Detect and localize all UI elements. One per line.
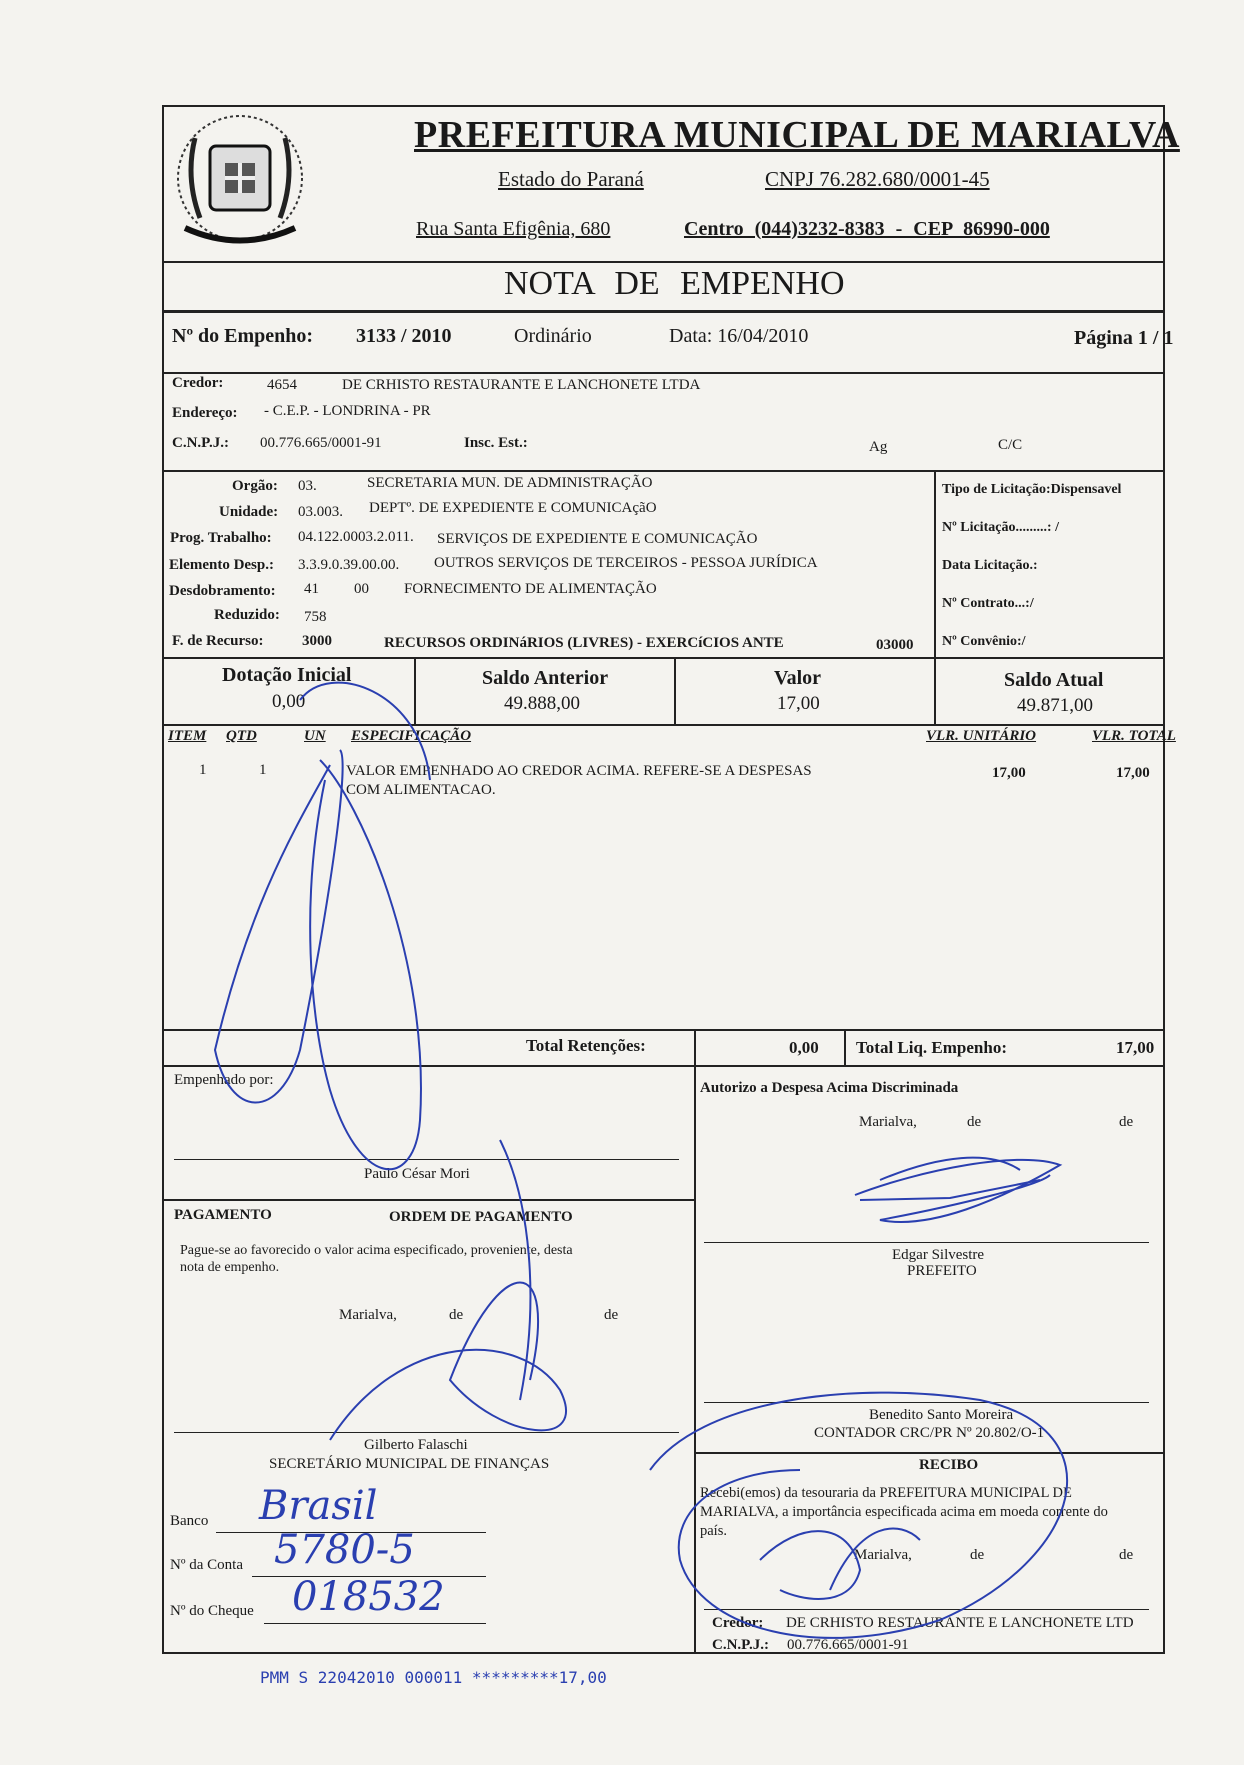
empenhado-label: Empenhado por:: [174, 1072, 274, 1088]
account-label: C/C: [998, 437, 1023, 453]
autorizo-text: Autorizo a Despesa Acima Discriminada: [700, 1080, 959, 1096]
elemento-name: OUTROS SERVIÇOS DE TERCEIROS - PESSOA JURÍDICA: [434, 555, 818, 571]
recibo-cnpj-label: C.N.P.J.:: [712, 1637, 769, 1653]
recibo-de2: de: [1119, 1547, 1134, 1563]
recurso-code: 3000: [302, 633, 332, 649]
liquido-label: Total Liq. Empenho:: [856, 1038, 1007, 1057]
elemento-label: Elemento Desp.:: [169, 557, 274, 573]
row-qtd: 1: [259, 762, 267, 778]
pagamento-de1: de: [449, 1307, 464, 1323]
municipality-cnpj: CNPJ 76.282.680/0001-45: [765, 167, 990, 191]
secretario-role: SECRETÁRIO MUNICIPAL DE FINANÇAS: [269, 1456, 550, 1472]
saldo-anterior-value: 49.888,00: [504, 693, 580, 714]
banco-label: Banco: [170, 1513, 209, 1529]
contador-role: CONTADOR CRC/PR Nº 20.802/O-1: [814, 1425, 1045, 1441]
credor-label: Credor:: [172, 375, 224, 391]
row-unit-price: 17,00: [992, 765, 1026, 781]
cheque-value: 018532: [292, 1574, 445, 1620]
autorizo-city: Marialva,: [859, 1114, 917, 1130]
bank-authentication-stamp: PMM S 22042010 000011 *********17,00: [260, 1668, 607, 1687]
programa-code: 04.122.0003.2.011.: [298, 529, 414, 545]
saldo-atual-value: 49.871,00: [1017, 695, 1093, 716]
liquido-value: 17,00: [1116, 1038, 1155, 1057]
address-district: Centro (044)3232-8383 - CEP 86990-000: [684, 218, 1050, 240]
credor-address: - C.E.P. - LONDRINA - PR: [264, 403, 431, 419]
address-label: Endereço:: [172, 405, 238, 421]
unidade-code: 03.003.: [298, 504, 343, 520]
address-street: Rua Santa Efigênia, 680: [416, 218, 611, 240]
total-price-header: VLR. TOTAL: [1092, 728, 1176, 744]
programa-name: SERVIÇOS DE EXPEDIENTE E COMUNICAÇÃO: [437, 531, 758, 547]
pagamento-city: Marialva,: [339, 1307, 397, 1323]
reduzido-value: 758: [304, 609, 327, 625]
convenio-numero: Nº Convênio:/: [942, 634, 1026, 649]
empenho-type: Ordinário: [514, 325, 592, 347]
credor-name: DE CRHISTO RESTAURANTE E LANCHONETE LTDA: [342, 377, 701, 393]
desdobramento-code: 41: [304, 581, 319, 597]
document-title: NOTA DE EMPENHO: [504, 265, 845, 302]
recurso-ref: 03000: [876, 637, 914, 653]
pagamento-de2: de: [604, 1307, 619, 1323]
autorizo-de1: de: [967, 1114, 982, 1130]
contrato-numero: Nº Contrato...:/: [942, 596, 1034, 611]
empenho-date: Data: 16/04/2010: [669, 325, 809, 347]
contador-name: Benedito Santo Moreira: [869, 1407, 1014, 1423]
qtd-header: QTD: [226, 728, 257, 744]
autorizo-de2: de: [1119, 1114, 1134, 1130]
cheque-label: Nº do Cheque: [170, 1603, 254, 1619]
valor-label: Valor: [774, 667, 822, 689]
prefeito-name: Edgar Silvestre: [892, 1247, 985, 1263]
nota-empenho-form: [162, 105, 1180, 1654]
row-spec-line1: VALOR EMPENHADO AO CREDOR ACIMA. REFERE-SE A DESPESAS: [346, 763, 812, 779]
licitacao-data: Data Licitação.:: [942, 558, 1038, 573]
desdobramento-sub: 00: [354, 581, 369, 597]
recurso-name: RECURSOS ORDINáRIOS (LIVRES) - EXERCíCIOS ANTE: [384, 635, 784, 651]
saldo-anterior-label: Saldo Anterior: [482, 667, 609, 689]
dotacao-inicial-label: Dotação Inicial: [222, 664, 352, 686]
unidade-label: Unidade:: [219, 504, 279, 520]
recibo-cnpj: 00.776.665/0001-91: [787, 1637, 909, 1653]
credor-cnpj: 00.776.665/0001-91: [260, 435, 382, 451]
recibo-credor-label: Credor:: [712, 1615, 764, 1631]
municipality-title: PREFEITURA MUNICIPAL DE MARIALVA: [414, 114, 1180, 156]
desdobramento-label: Desdobramento:: [169, 583, 276, 599]
recibo-text-2: MARIALVA, a importância especificada acima em moeda corrente do: [700, 1504, 1108, 1520]
retencoes-label: Total Retenções:: [526, 1036, 646, 1055]
orgao-label: Orgão:: [232, 478, 278, 494]
conta-value: 5780-5: [274, 1527, 415, 1573]
ordem-pagamento-title: ORDEM DE PAGAMENTO: [389, 1209, 573, 1225]
recibo-title: RECIBO: [919, 1457, 979, 1473]
banco-value: Brasil: [259, 1483, 378, 1529]
recibo-text-1: Recebi(emos) da tesouraria da PREFEITURA MUNICIPAL DE: [700, 1485, 1072, 1501]
prefeito-role: PREFEITO: [907, 1263, 977, 1279]
recibo-city: Marialva,: [854, 1547, 912, 1563]
recibo-text-3: país.: [700, 1523, 727, 1539]
conta-label: Nº da Conta: [170, 1557, 243, 1573]
credor-code: 4654: [267, 377, 297, 393]
licitacao-numero: Nº Licitação.........: /: [942, 520, 1059, 535]
recurso-label: F. de Recurso:: [172, 633, 264, 649]
recibo-credor-name: DE CRHISTO RESTAURANTE E LANCHONETE LTD: [786, 1615, 1134, 1631]
row-total-price: 17,00: [1116, 765, 1150, 781]
dotacao-inicial-value: 0,00: [272, 691, 306, 712]
pagamento-text-2: nota de empenho.: [180, 1260, 280, 1275]
agency-label: Ag: [869, 439, 888, 455]
licitacao-tipo: Tipo de Licitação:Dispensavel: [942, 482, 1122, 497]
recibo-de1: de: [970, 1547, 985, 1563]
orgao-code: 03.: [298, 478, 317, 494]
empenhado-name: Paulo César Mori: [364, 1166, 470, 1182]
saldo-atual-label: Saldo Atual: [1004, 669, 1104, 691]
reduzido-label: Reduzido:: [214, 607, 280, 623]
programa-label: Prog. Trabalho:: [170, 530, 272, 546]
unidade-name: DEPTº. DE EXPEDIENTE E COMUNICAçãO: [369, 500, 657, 516]
row-item: 1: [199, 762, 207, 778]
cnpj-label: C.N.P.J.:: [172, 435, 229, 451]
pagamento-text-1: Pague-se ao favorecido o valor acima especificado, proveniente, desta: [180, 1243, 573, 1258]
spec-header: ESPECIFICAÇÃO: [351, 728, 472, 744]
page-indicator: Página 1 / 1: [1074, 327, 1174, 349]
orgao-name: SECRETARIA MUN. DE ADMINISTRAÇÃO: [367, 475, 653, 491]
empenho-number-label: Nº do Empenho:: [172, 325, 314, 347]
secretario-name: Gilberto Falaschi: [364, 1437, 468, 1453]
item-header: ITEM: [168, 728, 207, 744]
pagamento-title: PAGAMENTO: [174, 1207, 272, 1223]
row-spec-line2: COM ALIMENTACAO.: [346, 782, 496, 798]
unit-price-header: VLR. UNITÁRIO: [926, 728, 1037, 744]
retencoes-value: 0,00: [789, 1038, 819, 1057]
insc-est-label: Insc. Est.:: [464, 435, 528, 451]
state-label: Estado do Paraná: [498, 167, 644, 191]
elemento-code: 3.3.9.0.39.00.00.: [298, 557, 400, 573]
un-header: UN: [304, 728, 326, 744]
desdobramento-name: FORNECIMENTO DE ALIMENTAÇÃO: [404, 581, 657, 597]
valor-value: 17,00: [777, 693, 820, 714]
empenho-number: 3133 / 2010: [356, 325, 452, 347]
